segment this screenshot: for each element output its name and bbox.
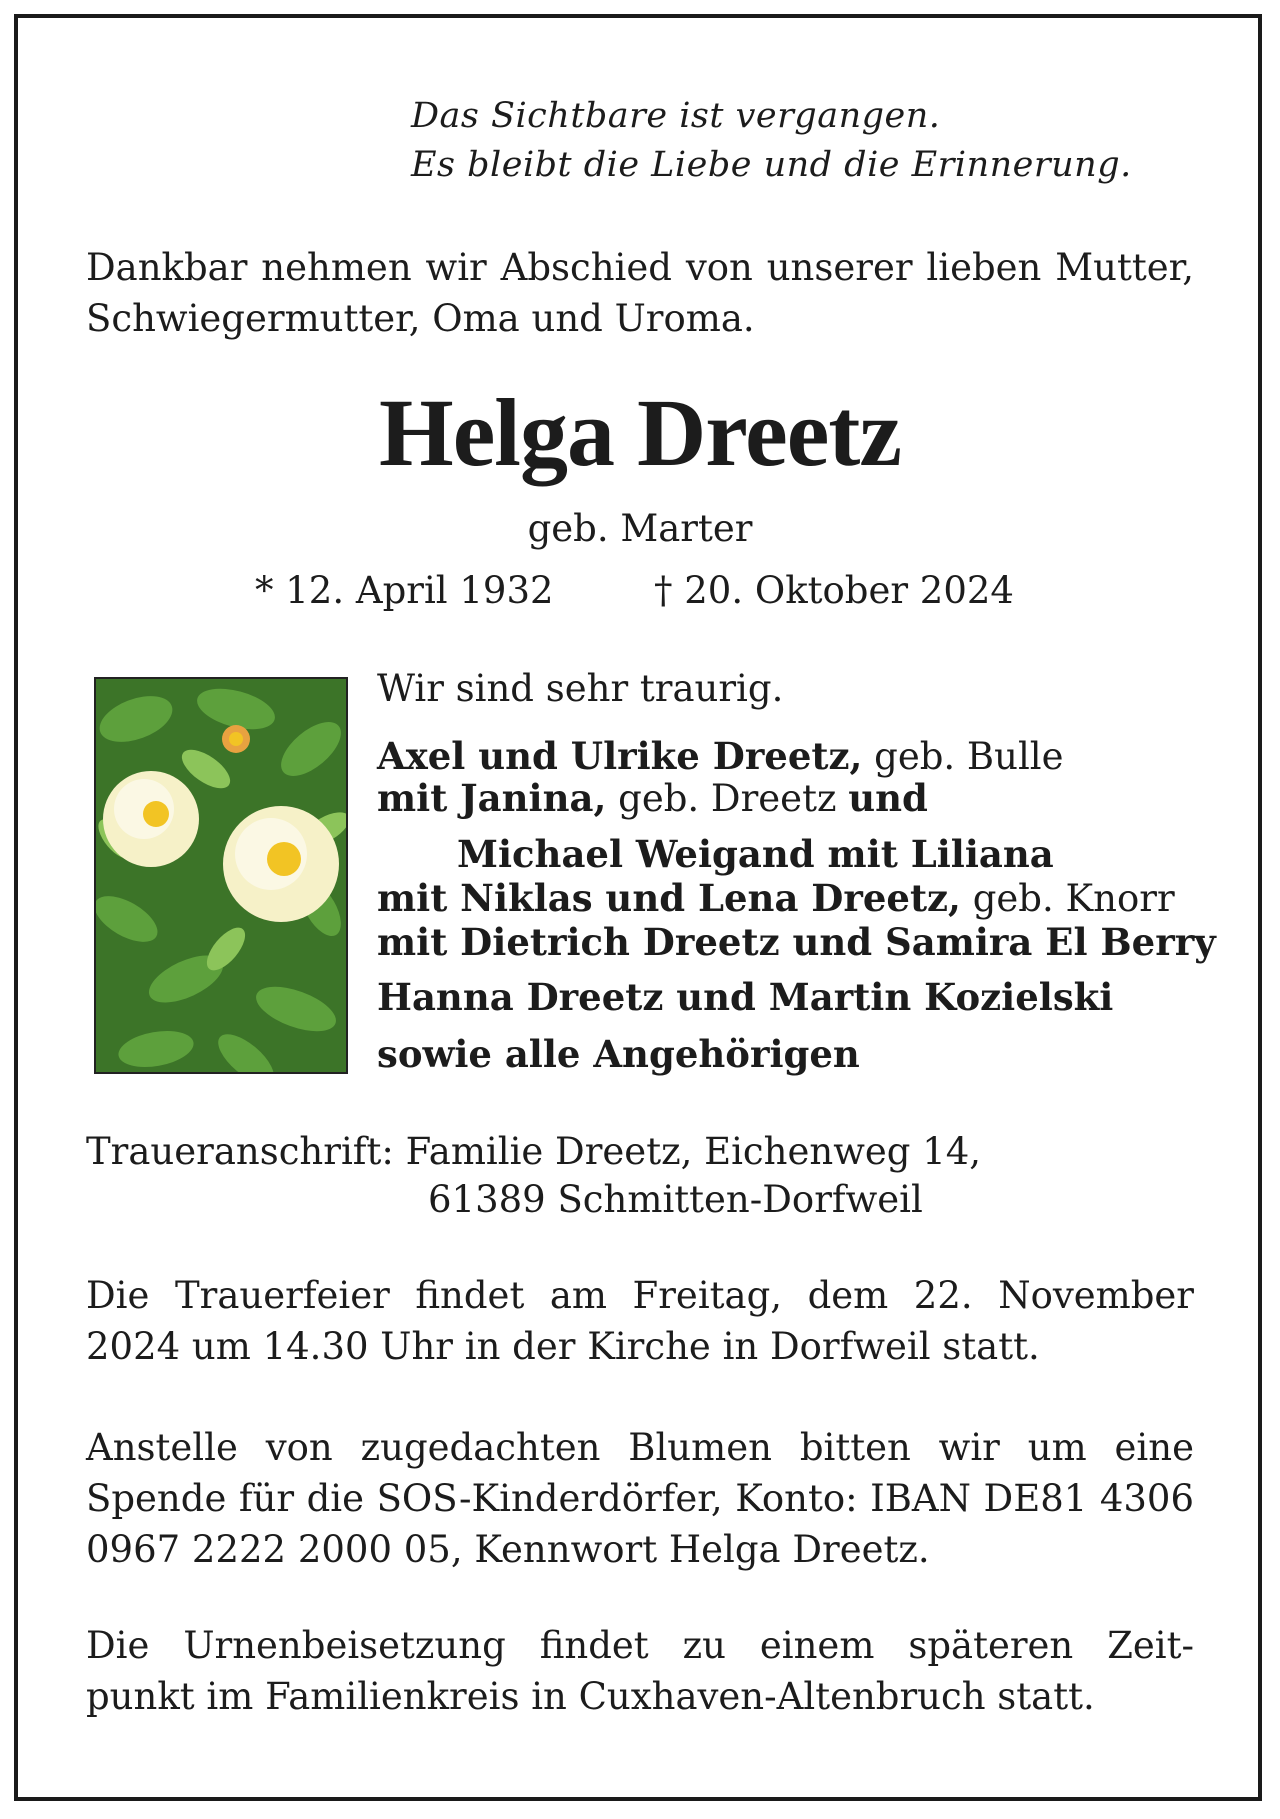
family-note-knorr: geb. Knorr	[960, 877, 1175, 920]
family-name-janina: mit Janina,	[377, 776, 607, 820]
burial-text	[86, 1620, 1194, 1722]
address-label: Traueranschrift:	[86, 1130, 394, 1173]
address-line-2: 61389 Schmitten-Dorfweil	[428, 1178, 923, 1221]
service-text: Die Trauerfeier findet am Freitag, dem 22. November 2024 um 14.30 Uhr in der Kirche in Dorfweil statt.	[86, 1274, 1194, 1368]
family-name-axel-ulrike: Axel und Ulrike Dreetz,	[377, 734, 863, 778]
family-lead: Wir sind sehr traurig.	[377, 667, 784, 710]
rose-photo-icon	[94, 677, 348, 1074]
motto-line-1: Das Sichtbare ist vergangen.	[411, 96, 941, 136]
death-date: † 20. Oktober 2024	[654, 569, 1014, 612]
family-line-6: Hanna Dreetz und Martin Kozielski	[377, 975, 1114, 1019]
family-name-niklas-lena: mit Niklas und Lena Dreetz,	[377, 876, 961, 920]
family-line-7: sowie alle Angehörigen	[377, 1032, 860, 1076]
burial-line-1: Die Urnenbeisetzung findet zu einem späteren Zeit-	[86, 1624, 1194, 1667]
birth-date: * 12. April 1932	[255, 569, 554, 612]
family-note-dreetz: geb. Dreetz	[606, 777, 849, 820]
address-block	[86, 1126, 981, 1177]
family-line-3: Michael Weigand mit Liliana	[457, 832, 1054, 876]
address-line-1: Familie Dreetz, Eichenweg 14,	[405, 1130, 982, 1173]
family-conjunction: und	[848, 776, 928, 820]
motto-line-2: Es bleibt die Liebe und die Erinnerung.	[411, 145, 1132, 185]
family-line-5: mit Dietrich Dreetz und Samira El Berry	[377, 920, 1216, 964]
family-line-1	[377, 733, 1064, 780]
deceased-name: Helga Dreetz	[379, 379, 901, 486]
memorial-motto	[411, 92, 1211, 190]
family-line-2	[377, 775, 928, 822]
family-line-4	[377, 875, 1175, 922]
birth-name: geb. Marter	[527, 507, 753, 550]
donation-text: Anstelle von zugedachten Blumen bitten wir um eine Spende für die SOS-Kinderdörfer, Konto: IBAN DE81 4306 0967 2222 2000 05, Kennwort Helga Dreetz.	[86, 1426, 1194, 1571]
intro-text: Dankbar nehmen wir Abschied von unserer lieben Mutter, Schwiegermutter, Oma und Uroma.	[86, 246, 1194, 340]
burial-line-2: punkt im Familienkreis in Cuxhaven-Altenbruch statt.	[86, 1675, 1095, 1718]
family-note-bulle: geb. Bulle	[862, 735, 1064, 778]
